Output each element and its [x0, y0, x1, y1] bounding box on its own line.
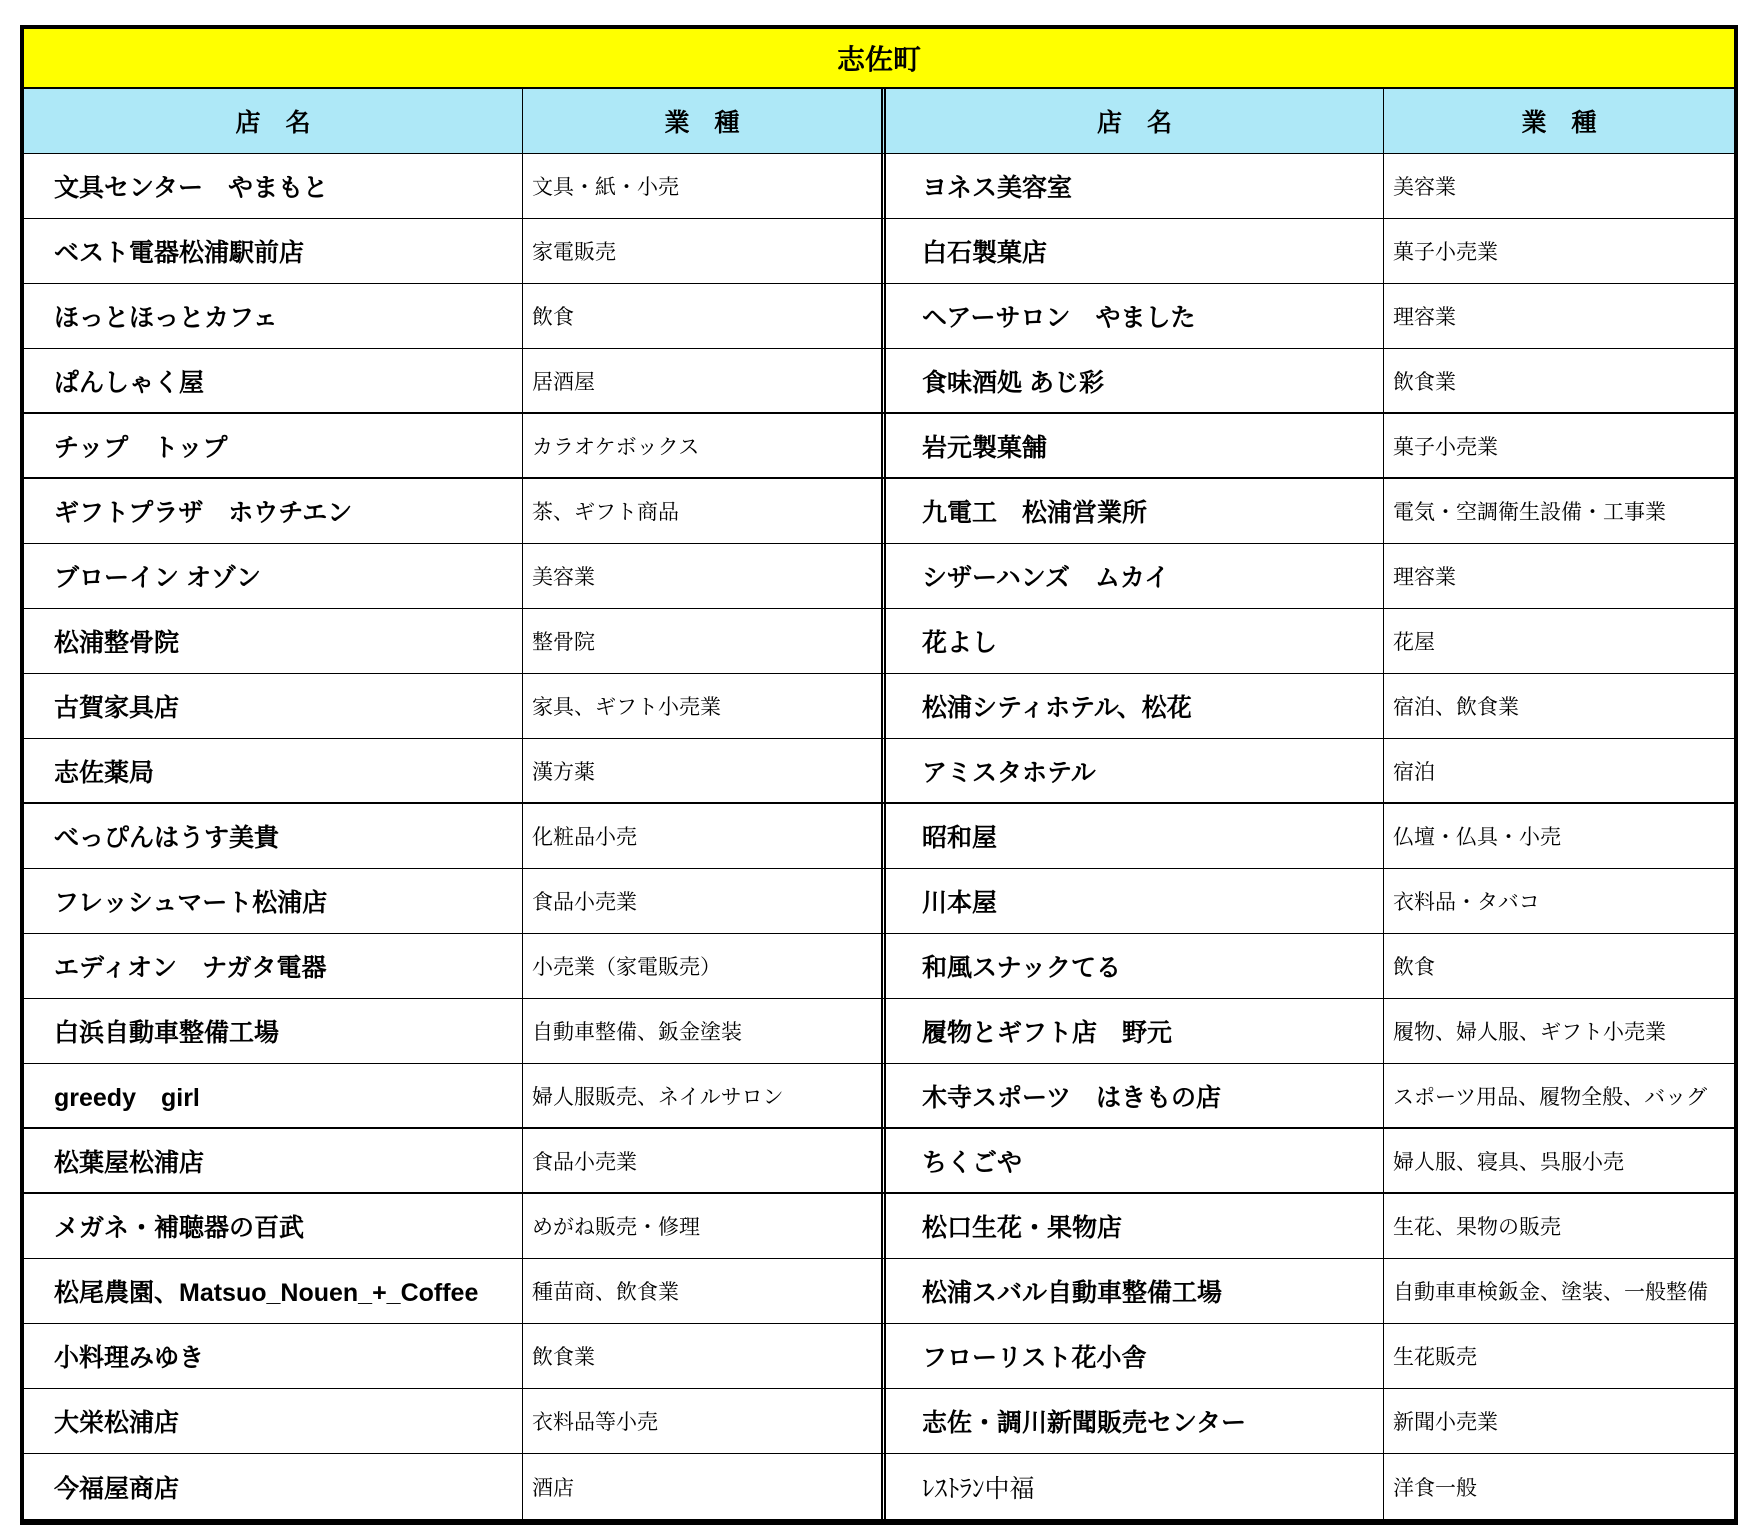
business-type-cell: 飲食 [1393, 956, 1435, 979]
business-type-cell: 漢方薬 [532, 760, 595, 784]
business-type-cell: カラオケボックス [532, 435, 700, 459]
shop-name-cell: 白石製菓店 [881, 219, 1384, 283]
business-type-cell: 化粧品小売 [532, 826, 637, 849]
business-type-cell: 酒店 [532, 1476, 574, 1500]
table-row [24, 1259, 1734, 1324]
business-type-cell: 自動車整備、鈑金塗装 [532, 1021, 742, 1044]
business-type-cell: 自動車車検鈑金、塗装、一般整備 [1393, 1281, 1708, 1304]
business-type-cell: 居酒屋 [532, 370, 595, 394]
business-type-cell: 花屋 [1393, 631, 1435, 654]
shop-name-cell: ベスト電器松浦駅前店 [24, 219, 523, 283]
business-type-cell: 電気・空調衛生設備・工事業 [1393, 501, 1666, 524]
shop-name-cell: 花よし [881, 609, 1384, 673]
shop-name-cell: ﾚｽﾄﾗﾝ中福 [881, 1454, 1384, 1519]
shop-name-cell: メガネ・補聴器の百武 [24, 1194, 523, 1258]
table-body [24, 154, 1734, 1519]
business-type-cell: 生花、果物の販売 [1393, 1216, 1561, 1239]
shop-name-cell: 松浦シティホテル、松花 [881, 674, 1384, 738]
shop-name-cell: 小料理みゆき [24, 1324, 523, 1388]
shop-name-cell: シザーハンズ ムカイ [881, 544, 1384, 608]
table-row [24, 1324, 1734, 1389]
shop-name-cell: 九電工 松浦営業所 [881, 479, 1384, 543]
town-name: 志佐町 [836, 44, 921, 75]
shop-name-cell: 白浜自動車整備工場 [24, 999, 523, 1063]
business-type-cell: 宿泊、飲食業 [1393, 696, 1519, 719]
table-row [24, 804, 1734, 869]
table-row [24, 1389, 1734, 1454]
shop-name-cell: 昭和屋 [881, 804, 1384, 868]
shop-name-cell: ヨネス美容室 [881, 154, 1384, 218]
shop-name-cell: アミスタホテル [881, 739, 1384, 802]
shop-name-cell: 文具センター やまもと [24, 154, 523, 218]
header-business-type-right: 業 種 [1521, 109, 1597, 137]
table-row [24, 1194, 1734, 1259]
shop-name-cell: ヘアーサロン やました [881, 284, 1384, 348]
business-type-cell: 婦人服販売、ネイルサロン [532, 1085, 784, 1109]
table-row [24, 349, 1734, 414]
shop-name-cell: 松浦整骨院 [24, 609, 523, 673]
shop-name-cell: 大栄松浦店 [24, 1389, 523, 1453]
business-type-cell: 小売業（家電販売） [532, 956, 721, 979]
shop-name-cell: フローリスト花小舎 [881, 1324, 1384, 1388]
shop-name-cell: 志佐薬局 [24, 739, 523, 802]
shop-name-cell: 古賀家具店 [24, 674, 523, 738]
business-type-cell: 茶、ギフト商品 [532, 501, 679, 524]
table-row [24, 1454, 1734, 1519]
header-shop-name-left: 店 名 [24, 89, 523, 153]
table-row [24, 674, 1734, 739]
shop-name-cell: ぱんしゃく屋 [24, 349, 523, 412]
shop-name-cell: 岩元製菓舗 [881, 414, 1384, 477]
table-row [24, 609, 1734, 674]
shop-name-cell: 志佐・調川新聞販売センター [881, 1389, 1384, 1453]
shop-name-cell: フレッシュマート松浦店 [24, 869, 523, 933]
business-type-cell: 家電販売 [532, 241, 616, 264]
shop-name-cell: 和風スナックてる [881, 934, 1384, 998]
business-type-cell: 菓子小売業 [1393, 435, 1498, 459]
shop-name-cell: greedy girl [24, 1064, 523, 1127]
business-type-cell: 理容業 [1393, 566, 1456, 589]
shop-name-cell: ほっとほっとカフェ [24, 284, 523, 348]
table-row [24, 1064, 1734, 1129]
table-row [24, 869, 1734, 934]
table-row [24, 1129, 1734, 1194]
table-row [24, 544, 1734, 609]
shop-name-cell: 木寺スポーツ はきもの店 [881, 1064, 1384, 1127]
business-type-cell: 衣料品・タバコ [1393, 891, 1540, 914]
shop-name-cell: 食味酒処 あじ彩 [881, 349, 1384, 412]
shop-name-cell: チップ トップ [24, 414, 523, 477]
business-type-cell: 婦人服、寝具、呉服小売 [1393, 1150, 1624, 1174]
business-type-cell: 洋食一般 [1393, 1476, 1477, 1500]
shop-name-cell: 履物とギフト店 野元 [881, 999, 1384, 1063]
business-type-cell: めがね販売・修理 [532, 1216, 700, 1239]
business-type-cell: 生花販売 [1393, 1346, 1477, 1369]
table-row [24, 999, 1734, 1064]
business-type-cell: 飲食業 [1393, 370, 1456, 394]
business-type-cell: 食品小売業 [532, 1150, 637, 1174]
business-type-cell: 新聞小売業 [1393, 1411, 1498, 1434]
business-type-cell: 履物、婦人服、ギフト小売業 [1393, 1021, 1666, 1044]
table-row [24, 284, 1734, 349]
shop-directory-table [20, 25, 1738, 1525]
table-row [24, 219, 1734, 284]
shop-name-cell: 川本屋 [881, 869, 1384, 933]
header-business-type-left: 業 種 [664, 109, 740, 137]
shop-name-cell: 今福屋商店 [24, 1454, 523, 1519]
shop-name-cell: ブローイン オゾン [24, 544, 523, 608]
business-type-cell: 食品小売業 [532, 891, 637, 914]
table-row [24, 154, 1734, 219]
table-row [24, 739, 1734, 804]
business-type-cell: 整骨院 [532, 631, 595, 654]
table-row [24, 934, 1734, 999]
table-row [24, 479, 1734, 544]
shop-name-cell: 松葉屋松浦店 [24, 1129, 523, 1192]
business-type-cell: 菓子小売業 [1393, 241, 1498, 264]
shop-name-cell: 松尾農園、Matsuo_Nouen_+_Coffee [24, 1259, 523, 1323]
business-type-cell: 仏壇・仏具・小売 [1393, 826, 1561, 849]
business-type-cell: 飲食業 [532, 1346, 595, 1369]
shop-name-cell: べっぴんはうす美貴 [24, 804, 523, 868]
shop-name-cell: エディオン ナガタ電器 [24, 934, 523, 998]
table-row [24, 414, 1734, 479]
table-title-band [24, 29, 1734, 89]
header-row [24, 89, 1734, 154]
business-type-cell: 家具、ギフト小売業 [532, 696, 721, 719]
business-type-cell: スポーツ用品、履物全般、バッグ [1393, 1085, 1708, 1109]
business-type-cell: 種苗商、飲食業 [532, 1281, 679, 1304]
header-shop-name-right: 店 名 [881, 89, 1384, 153]
business-type-cell: 宿泊 [1393, 760, 1435, 784]
business-type-cell: 美容業 [532, 566, 595, 589]
shop-name-cell: ちくごや [881, 1129, 1384, 1192]
business-type-cell: 衣料品等小売 [532, 1411, 658, 1434]
business-type-cell: 理容業 [1393, 306, 1456, 329]
business-type-cell: 美容業 [1393, 176, 1456, 199]
shop-name-cell: ギフトプラザ ホウチエン [24, 479, 523, 543]
shop-name-cell: 松口生花・果物店 [881, 1194, 1384, 1258]
business-type-cell: 文具・紙・小売 [532, 176, 679, 199]
shop-name-cell: 松浦スバル自動車整備工場 [881, 1259, 1384, 1323]
business-type-cell: 飲食 [532, 306, 574, 329]
